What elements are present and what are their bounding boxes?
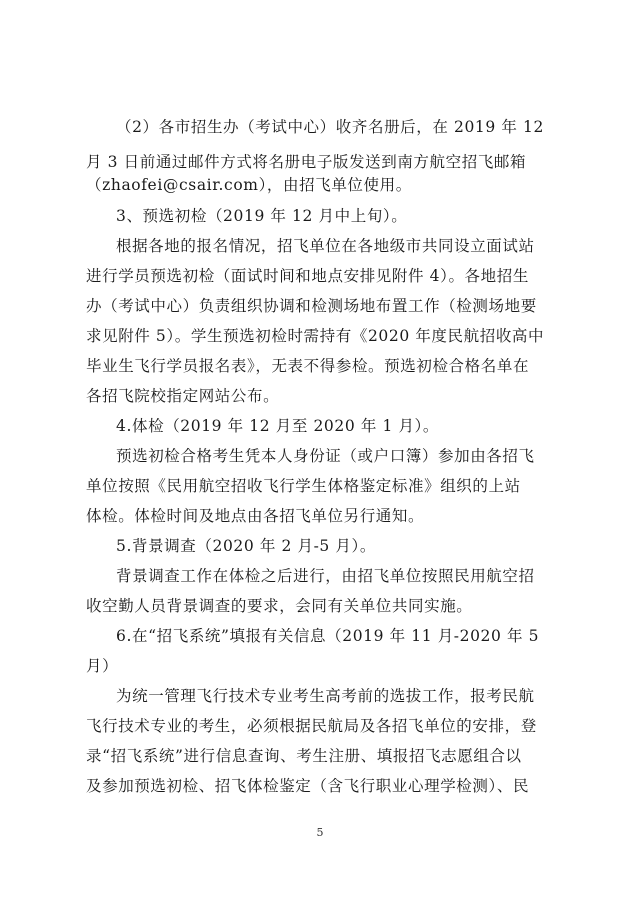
text-line: （2）各市招生办（考试中心）收齐名册后，在 2019 年 12 <box>116 118 544 136</box>
text-line: 单位按照《民用航空招收飞行学生体格鉴定标准》组织的上站 <box>86 477 521 495</box>
section-heading: 3、预选初检（2019 年 12 月中上旬）。 <box>116 207 408 225</box>
text-line: 求见附件 5）。学生预选初检时需持有《2020 年度民航招收高中 <box>86 327 545 345</box>
text-line: 进行学员预选初检（面试时间和地点安排见附件 4）。各地招生 <box>86 267 529 285</box>
section-heading-continuation: 月） <box>86 657 119 675</box>
section-heading: 4.体检（2019 年 12 月至 2020 年 1 月）。 <box>116 417 440 435</box>
text-line: 月 3 日前通过邮件方式将名册电子版发送到南方航空招飞邮箱 <box>86 153 527 171</box>
text-line: 毕业生飞行学员报名表》，无表不得参检。预选初检合格名单在 <box>86 357 530 375</box>
text-line: 收空勤人员背景调查的要求，会同有关单位共同实施。 <box>86 597 473 615</box>
section-heading: 5.背景调查（2020 年 2 月-5 月）。 <box>116 537 376 555</box>
text-line: 为统一管理飞行技术专业考生高考前的选拔工作，报考民航 <box>116 687 535 705</box>
page-number: 5 <box>316 826 324 839</box>
text-line: 办（考试中心）负责组织协调和检测场地布置工作（检测场地要 <box>86 297 537 315</box>
text-line: 背景调查工作在体检之后进行，由招飞单位按照民用航空招 <box>116 567 535 585</box>
text-line: 根据各地的报名情况，招飞单位在各地级市共同设立面试站 <box>116 237 535 255</box>
text-line: 飞行技术专业的考生，必须根据民航局及各招飞单位的安排，登 <box>86 717 537 735</box>
text-line: 体检。体检时间及地点由各招飞单位另行通知。 <box>86 507 425 525</box>
text-line: 各招飞院校指定网站公布。 <box>86 387 280 405</box>
text-line: 预选初检合格考生凭本人身份证（或户口簿）参加由各招飞 <box>116 447 535 465</box>
text-line: （zhaofei@csair.com），由招飞单位使用。 <box>86 176 412 194</box>
text-line: 及参加预选初检、招飞体检鉴定（含飞行职业心理学检测）、民 <box>86 777 530 795</box>
section-heading: 6.在“招飞系统”填报有关信息（2019 年 11 月-2020 年 5 <box>116 627 540 645</box>
text-line: 录“招飞系统”进行信息查询、考生注册、填报招飞志愿组合以 <box>86 747 522 765</box>
